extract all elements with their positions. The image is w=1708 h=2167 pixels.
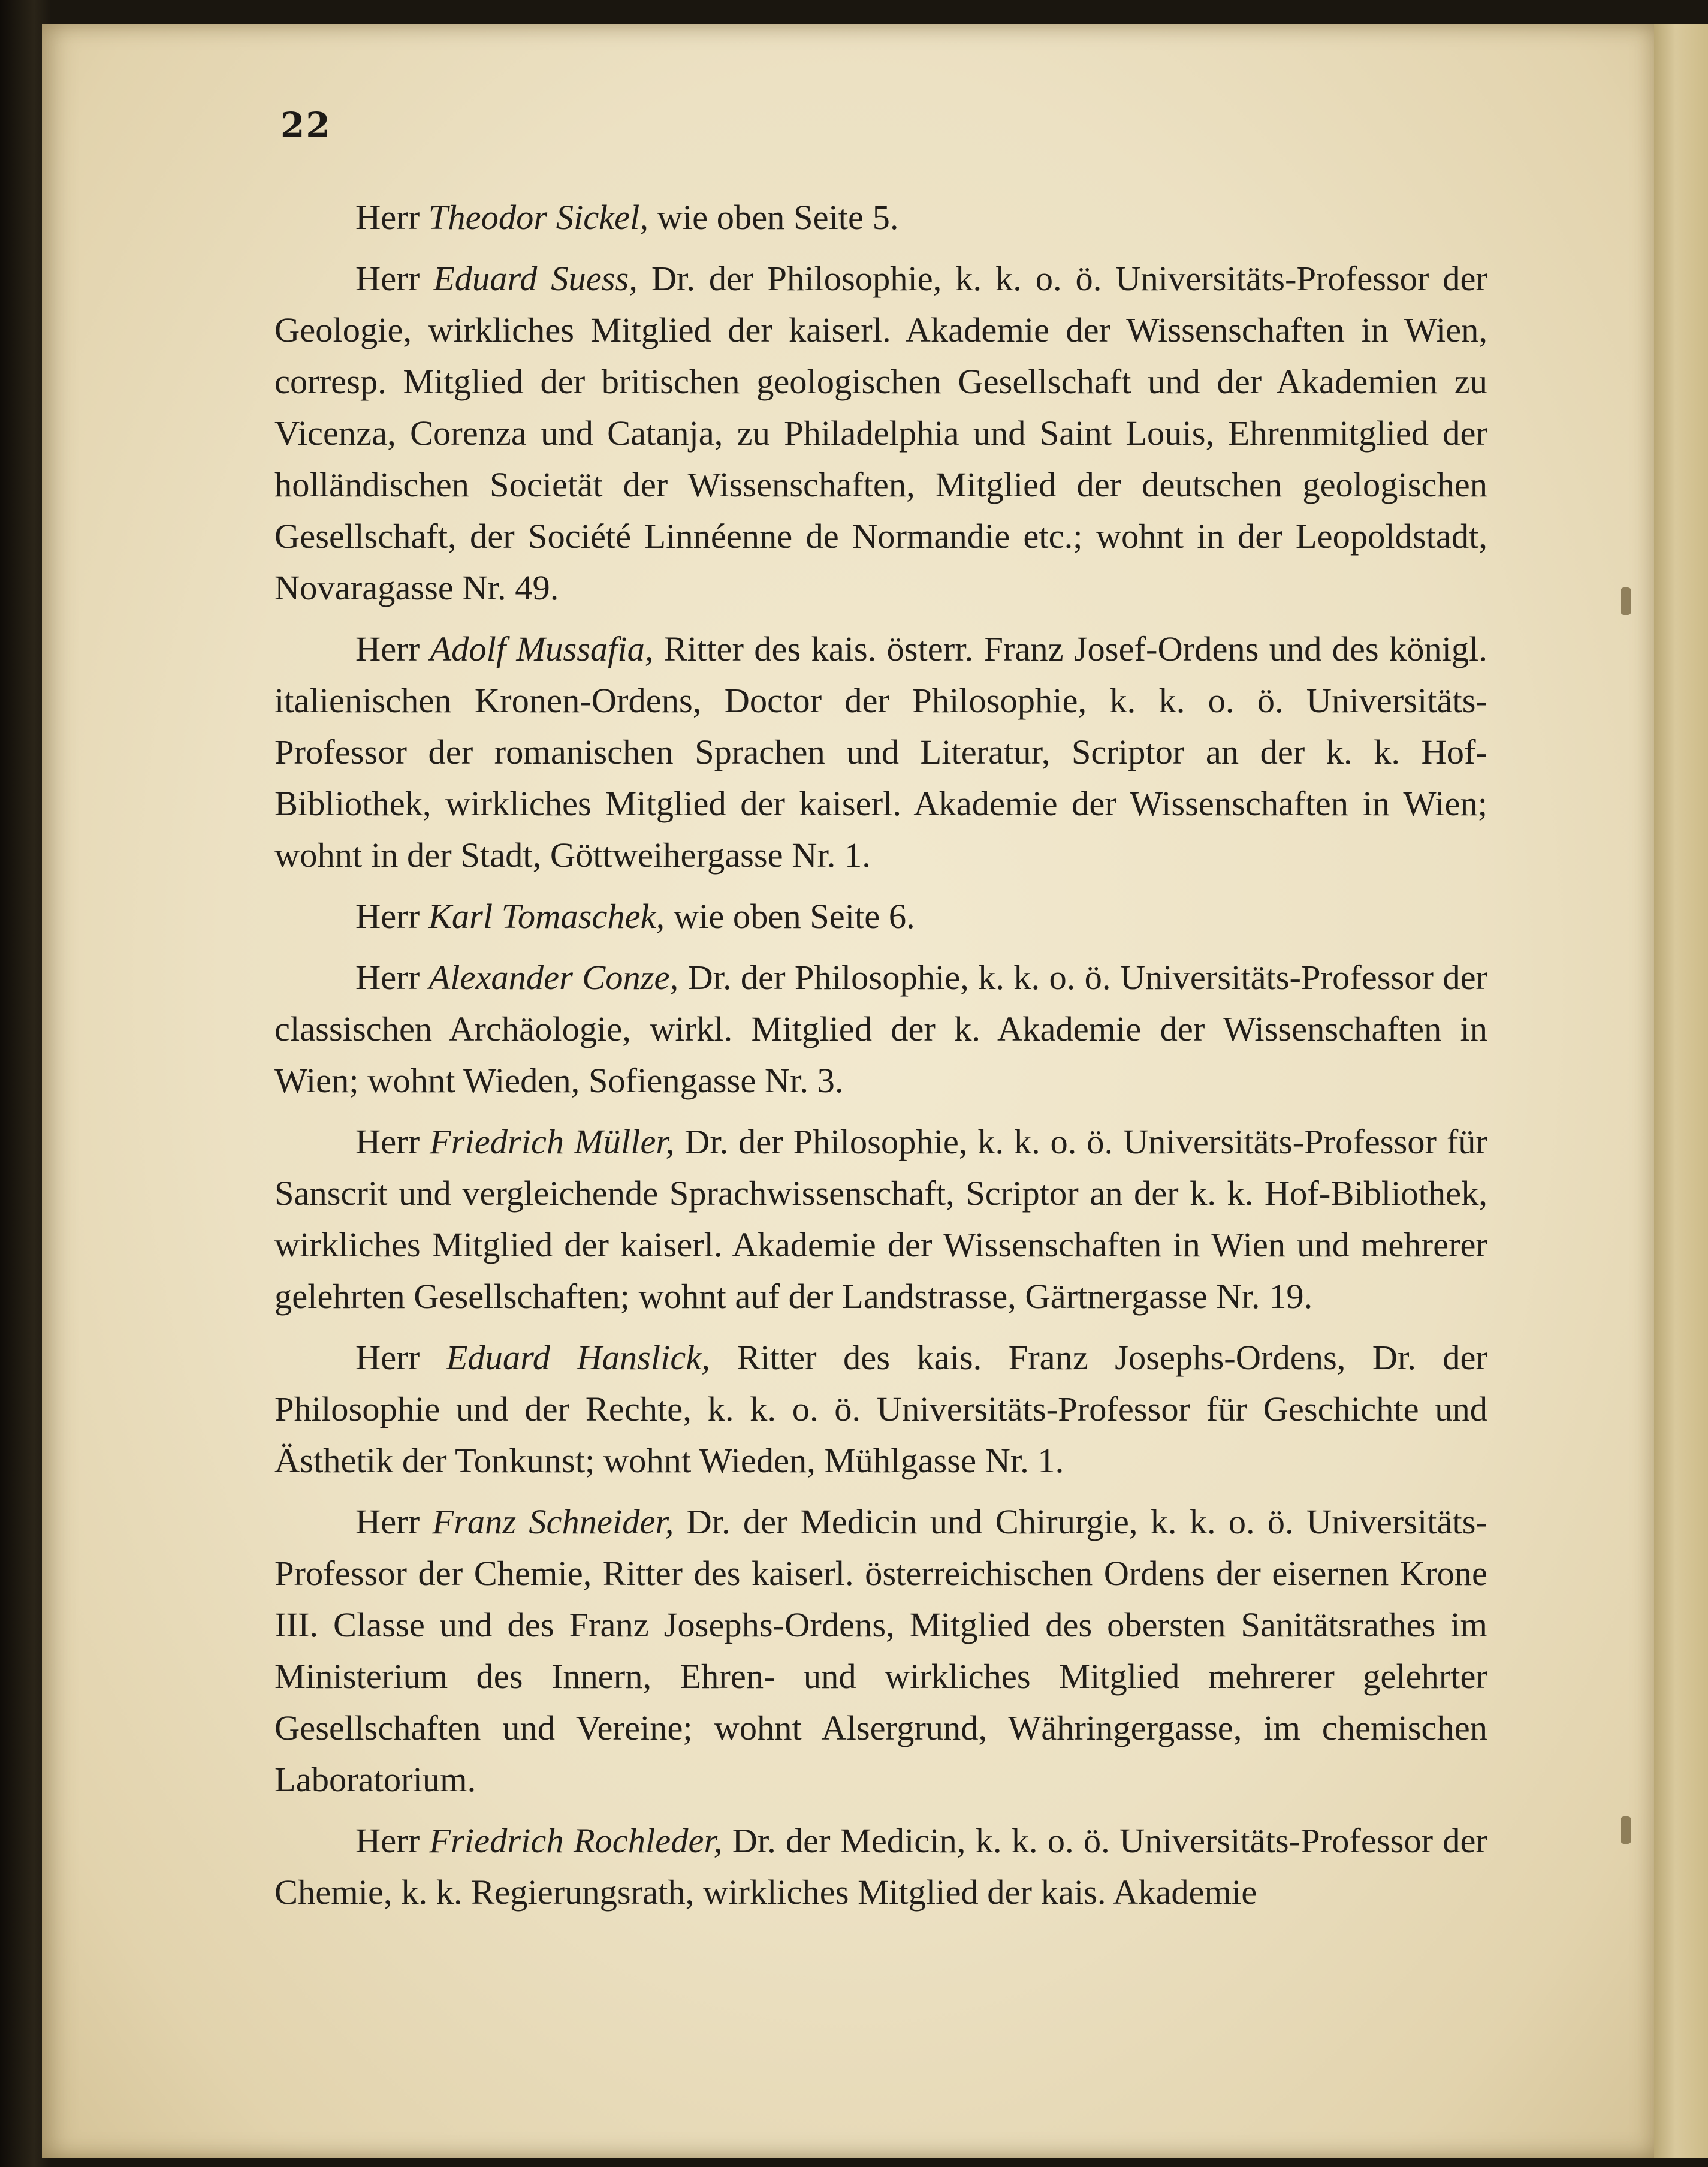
entry-text: Dr. der Medicin, k. k. o. ö. Universitäts-Professor der Chemie, k. k. Regierungsrath, wirkliches Mitglied der kais. Akademie (274, 1821, 1488, 1912)
entry-sickel (274, 192, 1487, 243)
binding-thread-mark (1621, 1816, 1631, 1844)
next-page-edge (1652, 24, 1708, 2158)
page-number: 22 (280, 105, 331, 146)
entry-suess (274, 253, 1487, 614)
entry-name: Alexander Conze, (428, 958, 679, 997)
entry-text: Dr. der Philosophie, k. k. o. ö. Universitäts-Professor der Geologie, wirkliches Mitglied der kaiserl. Akademie der Wissenschaften in Wien, corresp. Mitglied der britischen geologischen Gesellschaft und der Akademien zu Vicenza, Corenza und Catanja, zu Philadelphia und Saint Louis, Ehrenmitglied der holländischen Societät der Wissenschaften, Mitglied der deutschen geologischen Gesellschaft, der Société Linnéenne de Normandie etc.; wohnt in der Leopoldstadt, Novaragasse Nr. 49. (274, 259, 1488, 607)
entry-rochleder (274, 1815, 1487, 1918)
entry-honorific: Herr (355, 1338, 420, 1377)
entry-honorific: Herr (355, 1821, 420, 1860)
entry-honorific: Herr (355, 198, 420, 237)
entry-honorific: Herr (355, 1502, 420, 1541)
entry-name: Theodor Sickel, (428, 198, 648, 237)
entry-schneider (274, 1496, 1487, 1806)
binding-thread-mark (1621, 587, 1631, 615)
entry-tomaschek (274, 891, 1487, 942)
entry-mussafia (274, 623, 1487, 881)
entry-hanslick (274, 1332, 1487, 1487)
entry-honorific: Herr (355, 1122, 420, 1161)
entry-text: Dr. der Philosophie, k. k. o. ö. Universitäts-Professor für Sanscrit und vergleichende Sprachwissenschaft, Scriptor an der k. k. Hof-Bibliothek, wirkliches Mitglied der kaiserl. Akademie der Wissenschaften in Wien und mehrerer gelehrten Gesellschaften; wohnt auf der Landstrasse, Gärtnergasse Nr. 19. (274, 1122, 1488, 1316)
entry-text: Dr. der Philosophie, k. k. o. ö. Universitäts-Professor der classischen Archäologie, wirkl. Mitglied der k. Akademie der Wissenschaften in Wien; wohnt Wieden, Sofiengasse Nr. 3. (274, 958, 1488, 1100)
entry-name: Friedrich Müller, (429, 1122, 675, 1161)
entry-name: Adolf Mussafia, (430, 629, 654, 668)
entry-honorific: Herr (355, 897, 420, 936)
entry-name: Eduard Suess, (433, 259, 638, 298)
entry-name: Karl Tomaschek, (428, 897, 665, 936)
entry-text: wie oben Seite 5. (657, 198, 899, 237)
entry-text: Dr. der Medicin und Chirurgie, k. k. o. ö. Universitäts-Professor der Chemie, Ritter des kaiserl. österreichischen Ordens der eisernen Krone III. Classe und des Franz Josephs-Ordens, Mitglied des obersten Sanitätsrathes im Ministerium des Innern, Ehren- und wirkliches Mitglied mehrerer gelehrter Gesellschaften und Vereine; wohnt Alsergrund, Währingergasse, im chemischen Laboratorium. (274, 1502, 1488, 1799)
entry-name: Friedrich Rochleder, (429, 1821, 723, 1860)
entry-name: Eduard Hanslick, (446, 1338, 710, 1377)
page-body (274, 192, 1487, 1928)
entry-text: wie oben Seite 6. (673, 897, 915, 936)
entry-text: Ritter des kais. österr. Franz Josef-Ordens und des königl. italienischen Kronen-Ordens, Doctor der Philosophie, k. k. o. ö. Universitäts-Professor der romanischen Sprachen und Literatur, Scriptor an der k. k. Hof-Bibliothek, wirkliches Mitglied der kaiserl. Akademie der Wissenschaften in Wien; wohnt in der Stadt, Göttweihergasse Nr. 1. (274, 629, 1488, 875)
entry-conze (274, 952, 1487, 1107)
entry-text: Ritter des kais. Franz Josephs-Ordens, Dr. der Philosophie und der Rechte, k. k. o. ö. Universitäts-Professor für Geschichte und Ästhetik der Tonkunst; wohnt Wieden, Mühlgasse Nr. 1. (274, 1338, 1488, 1480)
entry-honorific: Herr (355, 958, 420, 997)
entry-name: Franz Schneider, (432, 1502, 674, 1541)
entry-honorific: Herr (355, 259, 420, 298)
entry-mueller (274, 1116, 1487, 1322)
entry-honorific: Herr (355, 629, 420, 668)
